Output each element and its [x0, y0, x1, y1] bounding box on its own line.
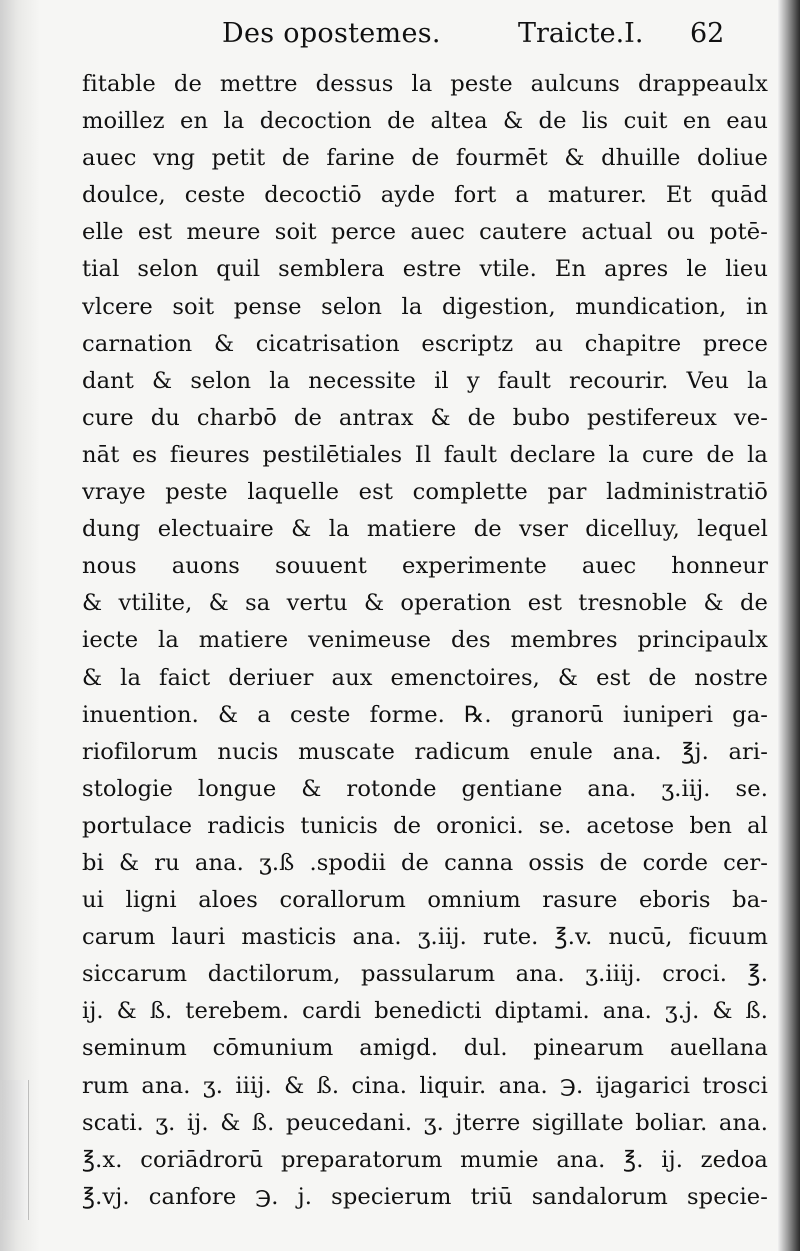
text-line: moillez en la decoction de altea & de lis cuit en eau [82, 108, 768, 135]
folio-number: 62 [690, 18, 725, 49]
text-line: portulace radicis tunicis de oronici. se. acetose ben al [82, 812, 768, 839]
running-title: Des opostemes. [222, 18, 441, 49]
text-line: auec vng petit de farine de fourmēt & dhuille doliue [82, 145, 768, 172]
text-line: dant & selon la necessite il y fault recourir. Veu la [82, 367, 768, 394]
torn-paper-strip [2, 1080, 29, 1220]
text-line: elle est meure soit perce auec cautere actual ou potē- [82, 219, 768, 246]
text-line: ij. & ß. terebem. cardi benedicti diptami. ana. ʒ.j. & ß. [82, 998, 768, 1025]
text-line: cure du charbō de antrax & de bubo pestifereux ve- [82, 404, 768, 431]
text-line: nous auons souuent experimente auec honneur [82, 553, 768, 580]
text-line: iecte la matiere venimeuse des membres principaulx [82, 627, 768, 654]
text-line: vraye peste laquelle est complette par ladministratiō [82, 479, 768, 506]
text-line: doulce, ceste decoctiō ayde fort a maturer. Et quād [82, 182, 768, 209]
text-line: vlcere soit pense selon la digestion, mundication, in [82, 293, 768, 320]
text-line: ℥.vj. canfore ℈. j. specierum triū sandalorum specie- [82, 1183, 768, 1210]
text-line: nāt es fieures pestilētiales Il fault declare la cure de la [82, 441, 768, 468]
text-line: carnation & cicatrisation escriptz au chapitre prece [82, 330, 768, 357]
page-edge-shadow [778, 0, 800, 1251]
treatise-label: Traicte.I. [518, 18, 644, 49]
binding-gutter [0, 0, 40, 1251]
text-line: bi & ru ana. ʒ.ß .spodii de canna ossis de corde cer- [82, 849, 768, 876]
text-line: fitable de mettre dessus la peste aulcuns drappeaulx [82, 71, 768, 97]
text-line: siccarum dactilorum, passularum ana. ʒ.iiij. croci. ℥. [82, 961, 768, 988]
text-line: dung electuaire & la matiere de vser dicelluy, lequel [82, 516, 768, 543]
text-line: tial selon quil semblera estre vtile. En apres le lieu [82, 256, 768, 283]
text-line: ui ligni aloes corallorum omnium rasure eboris ba- [82, 887, 768, 914]
text-line: & vtilite, & sa vertu & operation est tresnoble & de [82, 590, 768, 617]
text-line: scati. ʒ. ij. & ß. peucedani. ʒ. jterre sigillate boliar. ana. [82, 1109, 768, 1136]
text-line: & la faict deriuer aux emenctoires, & est de nostre [82, 664, 768, 691]
page-header [222, 10, 762, 54]
text-line: carum lauri masticis ana. ʒ.iij. rute. ℥.v. nucū, ficuum [82, 924, 768, 951]
text-line: seminum cōmunium amigd. dul. pinearum auellana [82, 1035, 768, 1062]
text-line: ℥.x. coriādrorū preparatorum mumie ana. ℥. ij. zedoa [82, 1146, 768, 1173]
text-line: stologie longue & rotonde gentiane ana. ʒ.iij. se. [82, 775, 768, 802]
text-line: rum ana. ʒ. iiij. & ß. cina. liquir. ana. ℈. ijagarici trosci [82, 1072, 768, 1099]
text-line: inuention. & a ceste forme. ℞. granorū iuniperi ga- [82, 701, 768, 728]
body-text [82, 66, 768, 1216]
text-line: riofilorum nucis muscate radicum enule ana. ℥j. ari- [82, 738, 768, 765]
